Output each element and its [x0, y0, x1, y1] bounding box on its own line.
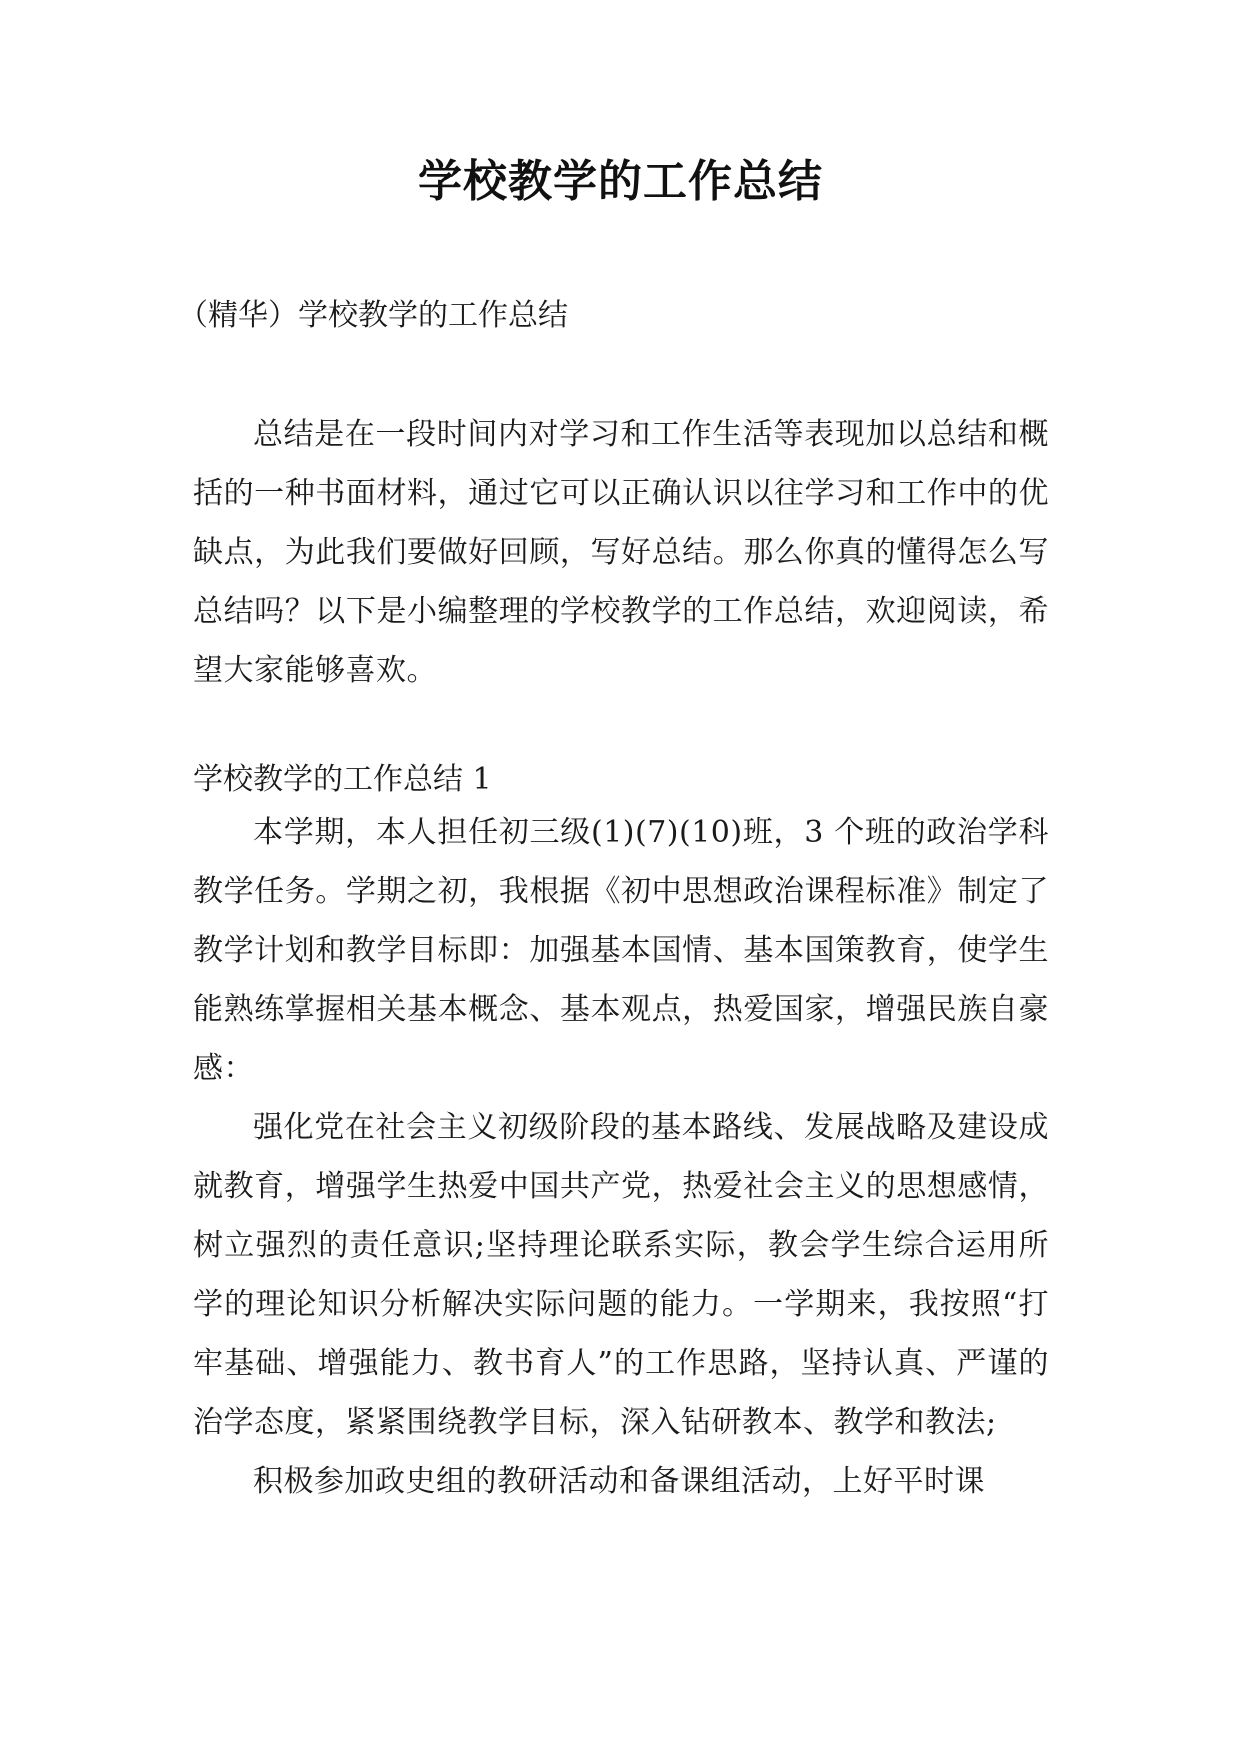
body-paragraph: 本学期，本人担任初三级(1)(7)(10)班，3 个班的政治学科教学任务。学期之初，我根据《初中思想政治课程标准》制定了教学计划和教学目标即：加强基本国情、基本国策教育，使学生能熟练掌握相关基本概念、基本观点，热爱国家，增强民族自豪感：: [193, 815, 1049, 1086]
document-title: 学校教学的工作总结: [418, 156, 823, 207]
intro-paragraph: 总结是在一段时间内对学习和工作生活等表现加以总结和概括的一种书面材料，通过它可以正确认识以往学习和工作中的优缺点，为此我们要做好回顾，写好总结。那么你真的懂得怎么写总结吗？以下是小编整理的学校教学的工作总结，欢迎阅读，希望大家能够喜欢。: [193, 417, 1049, 688]
section-body: [193, 803, 1049, 1511]
document-subtitle: （精华）学校教学的工作总结: [178, 298, 568, 333]
section-heading: 学校教学的工作总结 1: [193, 762, 492, 797]
intro-block: [193, 405, 1049, 700]
body-paragraph: 强化党在社会主义初级阶段的基本路线、发展战略及建设成就教育，增强学生热爱中国共产党，热爱社会主义的思想感情，树立强烈的责任意识;坚持理论联系实际，教会学生综合运用所学的理论知识分析解决实际问题的能力。一学期来，我按照“打牢基础、增强能力、教书育人”的工作思路，坚持认真、严谨的治学态度，紧紧围绕教学目标，深入钻研教本、教学和教法;: [193, 1110, 1049, 1440]
body-paragraph: 积极参加政史组的教研活动和备课组活动，上好平时课: [253, 1464, 985, 1499]
